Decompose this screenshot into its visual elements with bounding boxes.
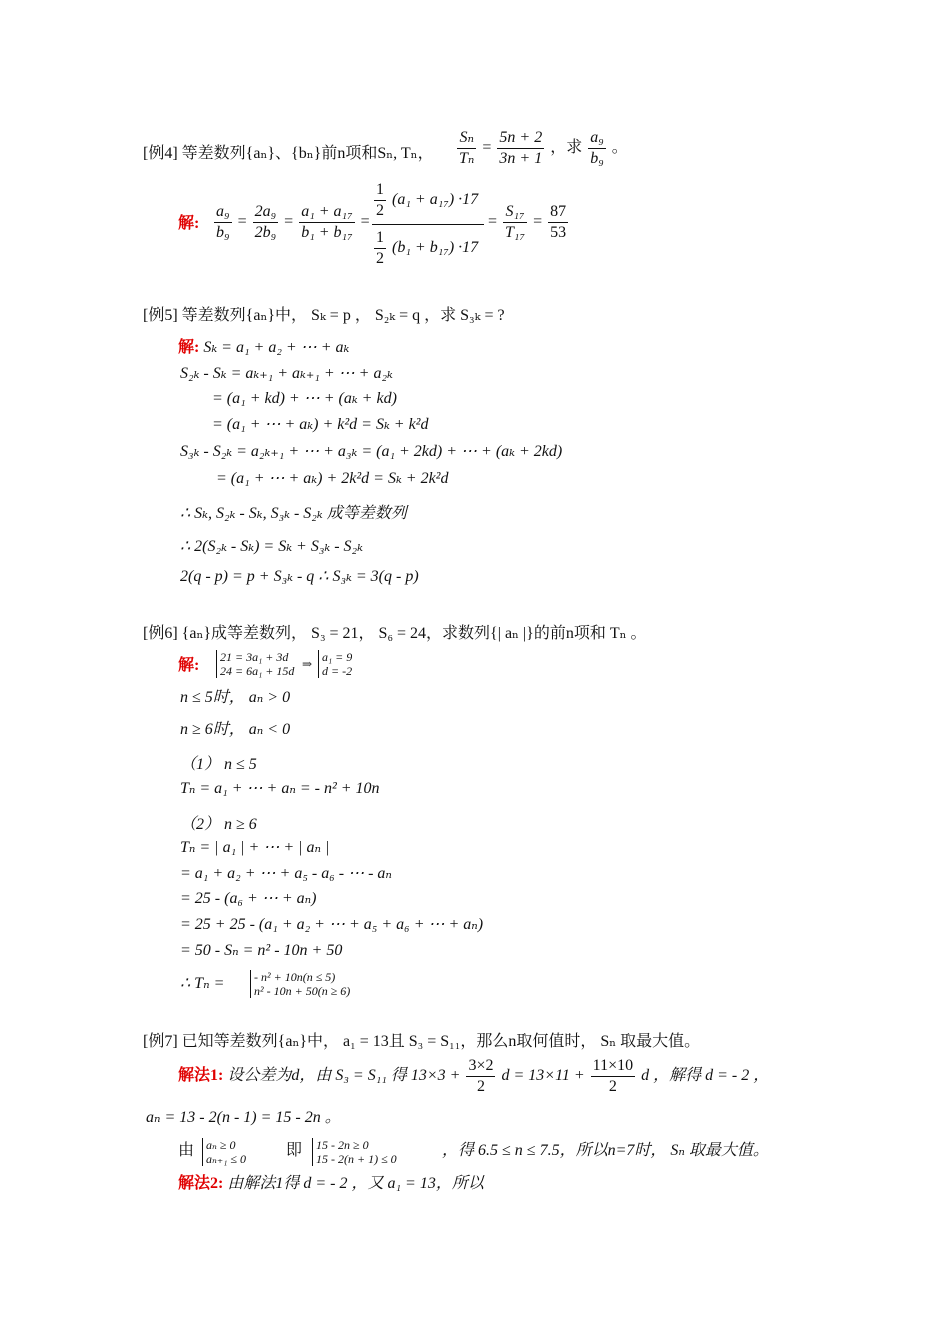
ex6-arrow: ⇒: [302, 657, 313, 671]
ex7-sysB2: 15 - 2(n + 1) ≤ 0: [316, 1152, 397, 1166]
ex4-f3: [299, 202, 354, 243]
ex4-rhs-num: 5n + 2: [497, 128, 544, 149]
ex6-line-1: n ≤ 5时， aₙ > 0: [180, 689, 291, 706]
ex4-ask-fraction: [588, 128, 606, 169]
ex4-ask-den: b₉: [590, 150, 604, 167]
ex7-m1-frac1: [466, 1056, 495, 1097]
ex4-eq-4: =: [488, 213, 498, 231]
ex4-sol-label: 解:: [178, 215, 200, 232]
ex4-eq: =: [482, 139, 492, 157]
ex7-m1-b: d = 13×11 +: [501, 1067, 585, 1085]
ex7-sysA2: aₙ₊₁ ≤ 0: [206, 1152, 246, 1166]
ex4-f2-num: 2a₉: [253, 202, 279, 223]
ex4-ratio-num: Sₙ: [457, 128, 476, 149]
ex5-line-3: = (a₁ + kd) + ⋯ + (aₖ + kd): [212, 390, 397, 407]
ex4-f1: [214, 202, 232, 243]
ex4-eq-2: =: [284, 213, 294, 231]
ex4-eq-1: =: [237, 213, 247, 231]
ex5-line-7: ∴ Sₖ, S₂ₖ - Sₖ, S₃ₖ - S₂ₖ 成等差数列: [180, 505, 407, 522]
ex4-ratio-den: Tₙ: [459, 150, 475, 167]
ex7-m1-you: 由: [178, 1142, 195, 1159]
ex4-f2: [253, 202, 279, 243]
ex4-eq-5: =: [533, 213, 543, 231]
ex7-sysB1: 15 - 2n ≥ 0: [316, 1138, 369, 1152]
ex4-f5-num: S₁₇: [503, 202, 527, 223]
ex7-prompt: 已知等差数列{aₙ}中， a₁ = 13且 S₃ = S₁₁，那么n取何值时， Sₙ 取最大值。: [181, 1033, 701, 1050]
ex4-f4-num-expr: (a₁ + a₁₇) ·17: [392, 191, 479, 209]
ex7-m1-label: 解法1:: [178, 1067, 224, 1085]
ex6-piecewise-case1: - n² + 10n(n ≤ 5): [254, 970, 336, 984]
ex6-sys1a: 21 = 3a₁ + 3d: [220, 650, 289, 664]
ex7-sysA1: aₙ ≥ 0: [206, 1138, 236, 1152]
ex4-f5: [503, 202, 527, 243]
ex7-system-a: [202, 1138, 246, 1166]
ex4-f4-numerator: [372, 180, 478, 221]
ex4-f4-num-one: 1: [374, 180, 386, 201]
ex5-line-6: = (a₁ + ⋯ + aₖ) + 2k²d = Sₖ + 2k²d: [216, 470, 449, 487]
ex4-f4-den-half: [374, 228, 386, 269]
ex4-f5-den: T₁₇: [505, 224, 526, 241]
ex4-end: 。: [611, 139, 628, 157]
ex5-label: [例5]: [143, 307, 178, 324]
ex6-line-4: Tₙ = | a₁ | + ⋯ + | aₙ |: [180, 839, 330, 856]
ex7-m2-label: 解法2:: [178, 1175, 224, 1192]
ex6-piecewise: [250, 970, 350, 998]
ex4-f1-den: b₉: [216, 224, 230, 241]
ex6-system-2: [318, 650, 352, 678]
ex6-statement: [143, 624, 647, 644]
ex6-therefore: ∴ Tₙ =: [180, 975, 225, 992]
ex5-line-1: [178, 338, 349, 358]
ex5-line-5: S₃ₖ - S₂ₖ = a₂ₖ₊₁ + ⋯ + a₃ₖ = (a₁ + 2kd) + ⋯ + (aₖ + 2kd): [180, 443, 563, 460]
ex7-m1-a: 设公差为d，由 S₃ = S₁₁ 得 13×3 +: [227, 1067, 461, 1085]
ex4-f3-num: a₁ + a₁₇: [299, 202, 354, 223]
ex6-line-7: = 25 + 25 - (a₁ + a₂ + ⋯ + a₅ + a₆ + ⋯ + aₙ): [180, 916, 484, 933]
ex6-label: [例6]: [143, 625, 178, 642]
ex7-m1-f2-num: 11×10: [591, 1056, 635, 1077]
ex6-line-5: = a₁ + a₂ + ⋯ + a₅ - a₆ - ⋯ - aₙ: [180, 865, 392, 882]
ex4-ask-num: a₉: [588, 128, 606, 149]
ex7-statement: [143, 1032, 700, 1052]
ex7-method2: [178, 1174, 484, 1194]
ex4-ask: ，求: [550, 139, 583, 157]
ex4-f4-den-two: 2: [376, 250, 384, 267]
ex4-f1-num: a₉: [214, 202, 232, 223]
ex4-f6-num: 87: [548, 202, 568, 223]
ex7-method1-line2: aₙ = 13 - 2(n - 1) = 15 - 2n 。: [146, 1109, 341, 1126]
ex4-label: [例4]: [143, 145, 178, 162]
ex4-f4-fraction-bar: [372, 224, 484, 225]
ex6-system-1: [216, 650, 294, 678]
ex4-rhs-den: 3n + 1: [499, 150, 543, 167]
ex6-prompt: {aₙ}成等差数列， S₃ = 21， S₆ = 24，求数列{| aₙ |}的前n项和 Tₙ 。: [181, 625, 647, 642]
ex4-f4-den-expr: (b₁ + b₁₇) ·17: [392, 239, 479, 257]
ex4-f6-den: 53: [550, 224, 567, 241]
ex7-system-b: [312, 1138, 397, 1166]
ex4-f4-den-one: 1: [374, 228, 386, 249]
ex6-piecewise-case2: n² - 10n + 50(n ≥ 6): [254, 984, 351, 998]
ex6-sol-label: 解:: [178, 657, 200, 674]
ex7-m1-c: d ，解得 d = - 2 ，: [641, 1067, 770, 1085]
ex5-line-2: S₂ₖ - Sₖ = aₖ₊₁ + aₖ₊₁ + ⋯ + a₂ₖ: [180, 365, 393, 382]
ex4-solution-label: [178, 214, 199, 234]
ex4-prompt: 等差数列{aₙ}、{bₙ}前n项和Sₙ, Tₙ，: [181, 145, 434, 162]
ex4-f4-num-half: [374, 180, 386, 221]
ex4-f3-den: b₁ + b₁₇: [301, 224, 353, 241]
ex4-solution-chain: [212, 202, 370, 243]
ex4-ratio: [455, 128, 628, 169]
ex6-line-3: Tₙ = a₁ + ⋯ + aₙ = - n² + 10n: [180, 780, 380, 797]
ex6-solution-system: [178, 656, 199, 676]
ex5-l1: Sₖ = a₁ + a₂ + ⋯ + aₖ: [203, 339, 350, 356]
ex6-case-2: （2） n ≥ 6: [180, 816, 257, 833]
ex5-prompt: 等差数列{aₙ}中， Sₖ = p ， S₂ₖ = q ，求 S₃ₖ = ?: [181, 307, 505, 324]
ex4-ratio-fraction: [457, 128, 476, 169]
ex4-eq-3: =: [360, 213, 370, 231]
ex6-sys1b: 24 = 6a₁ + 15d: [220, 664, 295, 678]
ex7-m1-f1-den: 2: [476, 1078, 485, 1095]
ex4-f6: [548, 202, 568, 243]
ex5-line-9: 2(q - p) = p + S₃ₖ - q ∴ S₃ₖ = 3(q - p): [180, 568, 419, 585]
ex5-line-4: = (a₁ + ⋯ + aₖ) + k²d = Sₖ + k²d: [212, 416, 429, 433]
ex4-solution-result: [488, 202, 570, 243]
ex6-line-2: n ≥ 6时， aₙ < 0: [180, 721, 291, 738]
ex4-f2-den: 2b₉: [254, 224, 277, 241]
ex7-method1-line1: [178, 1056, 769, 1097]
ex7-m1-frac2: [591, 1056, 635, 1097]
ex7-m1-ji: 即: [286, 1142, 303, 1159]
ex7-m1-conclusion: ，得 6.5 ≤ n ≤ 7.5，所以n=7时， Sₙ 取最大值。: [442, 1142, 769, 1159]
ex7-m2-text: 由解法1得 d = - 2 ，又 a₁ = 13，所以: [227, 1175, 484, 1192]
ex5-line-8: ∴ 2(S₂ₖ - Sₖ) = Sₖ + S₃ₖ - S₂ₖ: [180, 538, 363, 555]
ex7-method1-line3: [178, 1141, 194, 1161]
ex4-rhs-fraction: [497, 128, 544, 169]
ex6-line-8: = 50 - Sₙ = n² - 10n + 50: [180, 942, 343, 959]
ex4-f4-num-two: 2: [376, 202, 384, 219]
ex6-sys2a: a₁ = 9: [322, 650, 353, 664]
ex4-f4-denominator: [372, 228, 478, 269]
ex7-m1-f1-num: 3×2: [466, 1056, 495, 1077]
ex6-line-6: = 25 - (a₆ + ⋯ + aₙ): [180, 890, 317, 907]
ex7-label: [例7]: [143, 1033, 178, 1050]
ex6-case-1: （1） n ≤ 5: [180, 756, 257, 773]
ex5-sol-label: 解:: [178, 339, 200, 356]
ex7-m1-f2-den: 2: [608, 1078, 617, 1095]
ex6-sys2b: d = -2: [322, 664, 353, 678]
ex4-statement: [143, 144, 434, 164]
ex5-statement: [143, 306, 505, 326]
